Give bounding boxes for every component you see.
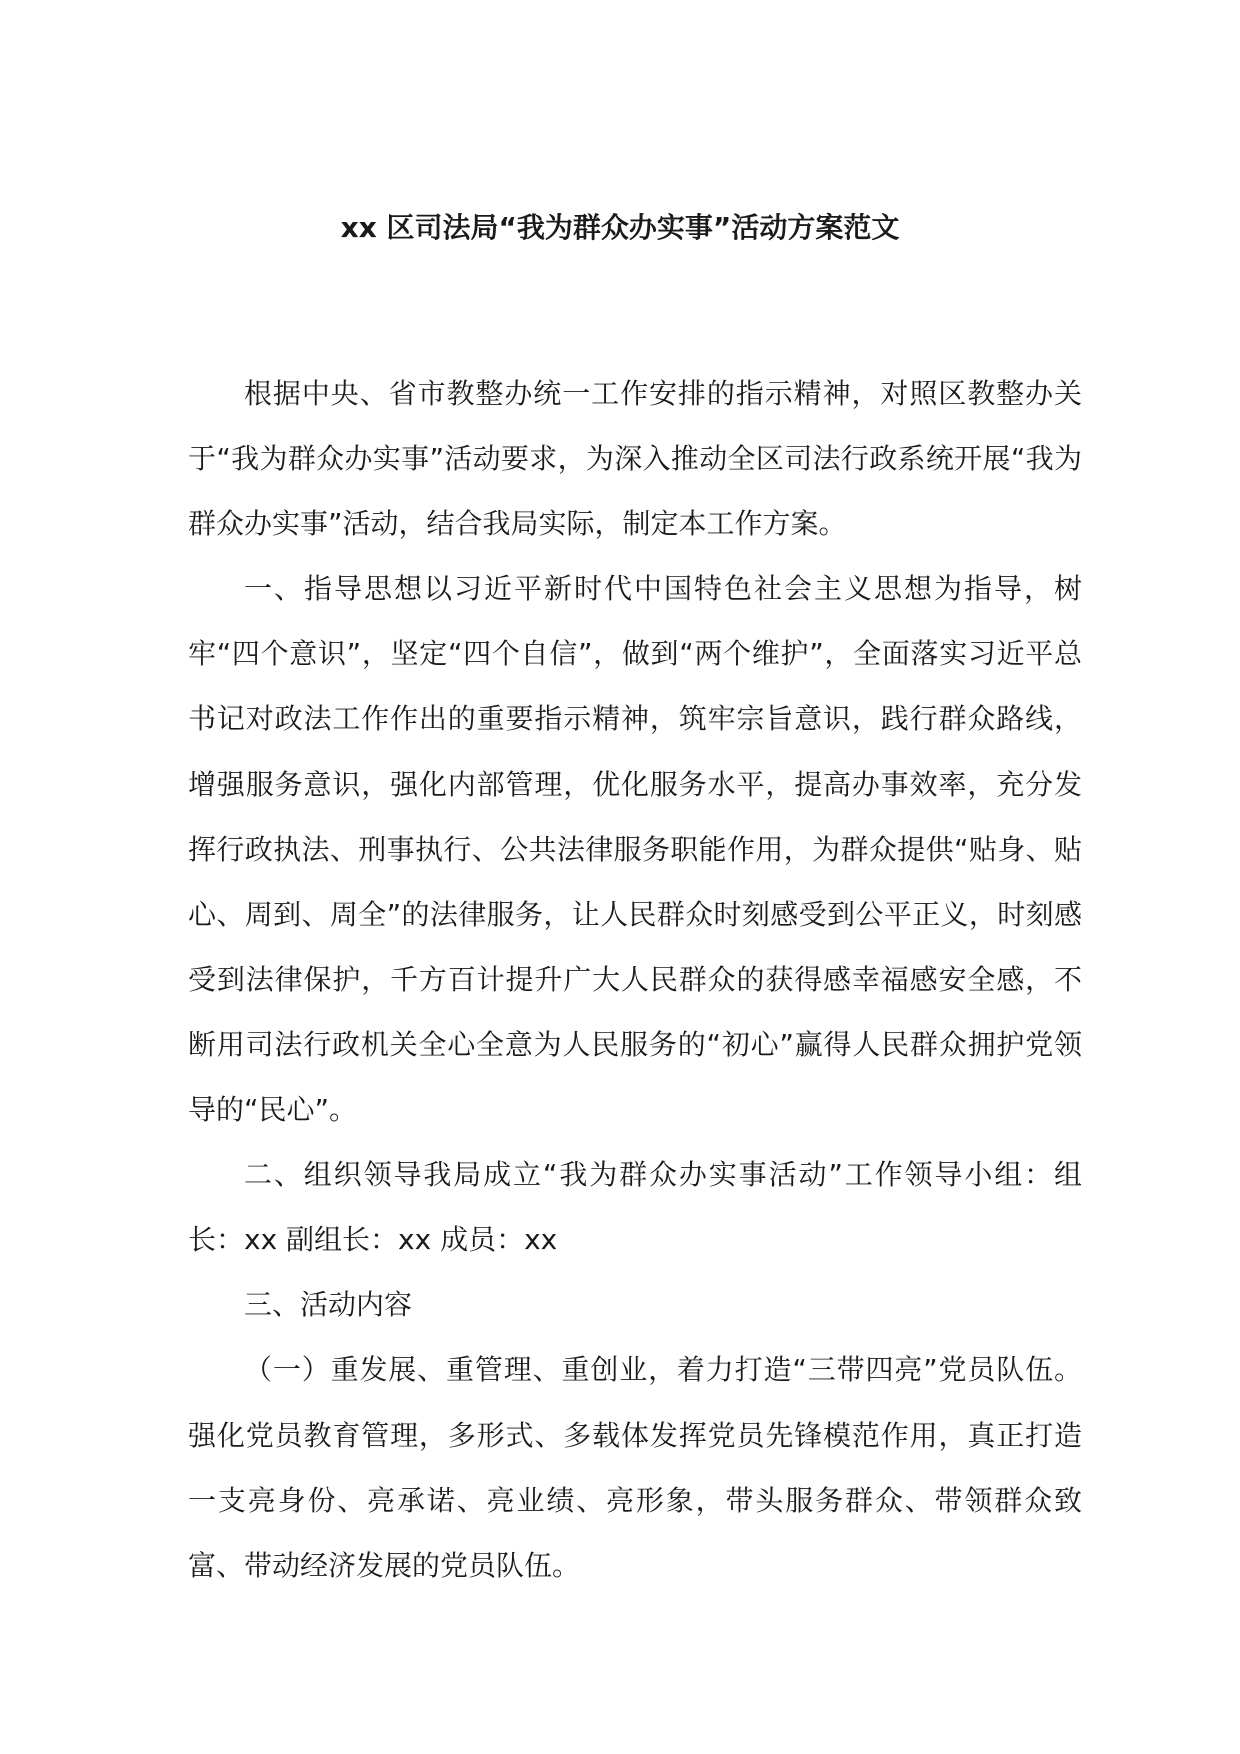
document-title: xx 区司法局“我为群众办实事”活动方案范文 [340,211,900,244]
paragraph-activity-content-heading: 三、活动内容 [244,1288,413,1322]
paragraph-organization-leadership: 二、组织领导我局成立“我为群众办实事活动”工作领导小组：组长：xx 副组长：xx 成员：xx [188,1158,1082,1257]
paragraph-guiding-ideology: 一、指导思想以习近平新时代中国特色社会主义思想为指导，树牢“四个意识”，坚定“四个自信”，做到“两个维护”，全面落实习近平总书记对政法工作作出的重要指示精神，筑牢宗旨意识，践行群众路线，增强服务意识，强化内部管理，优化服务水平，提高办事效率，充分发挥行政执法、刑事执行、公共法律服务职能作用，为群众提供“贴身、贴心、周到、周全”的法律服务，让人民群众时刻感受到公平正义，时刻感受到法律保护，千方百计提升广大人民群众的获得感幸福感安全感，不断用司法行政机关全心全意为人民服务的“初心”赢得人民群众拥护党领导的“民心”。 [188,572,1082,1127]
document-body [188,361,1082,1598]
paragraph-intro: 根据中央、省市教整办统一工作安排的指示精神，对照区教整办关于“我为群众办实事”活动要求，为深入推动全区司法行政系统开展“我为群众办实事”活动，结合我局实际，制定本工作方案。 [188,377,1082,541]
paragraph-activity-item-one: （一）重发展、重管理、重创业，着力打造“三带四亮”党员队伍。强化党员教育管理，多形式、多载体发挥党员先锋模范作用，真正打造一支亮身份、亮承诺、亮业绩、亮形象，带头服务群众、带领群众致富、带动经济发展的党员队伍。 [188,1353,1082,1582]
